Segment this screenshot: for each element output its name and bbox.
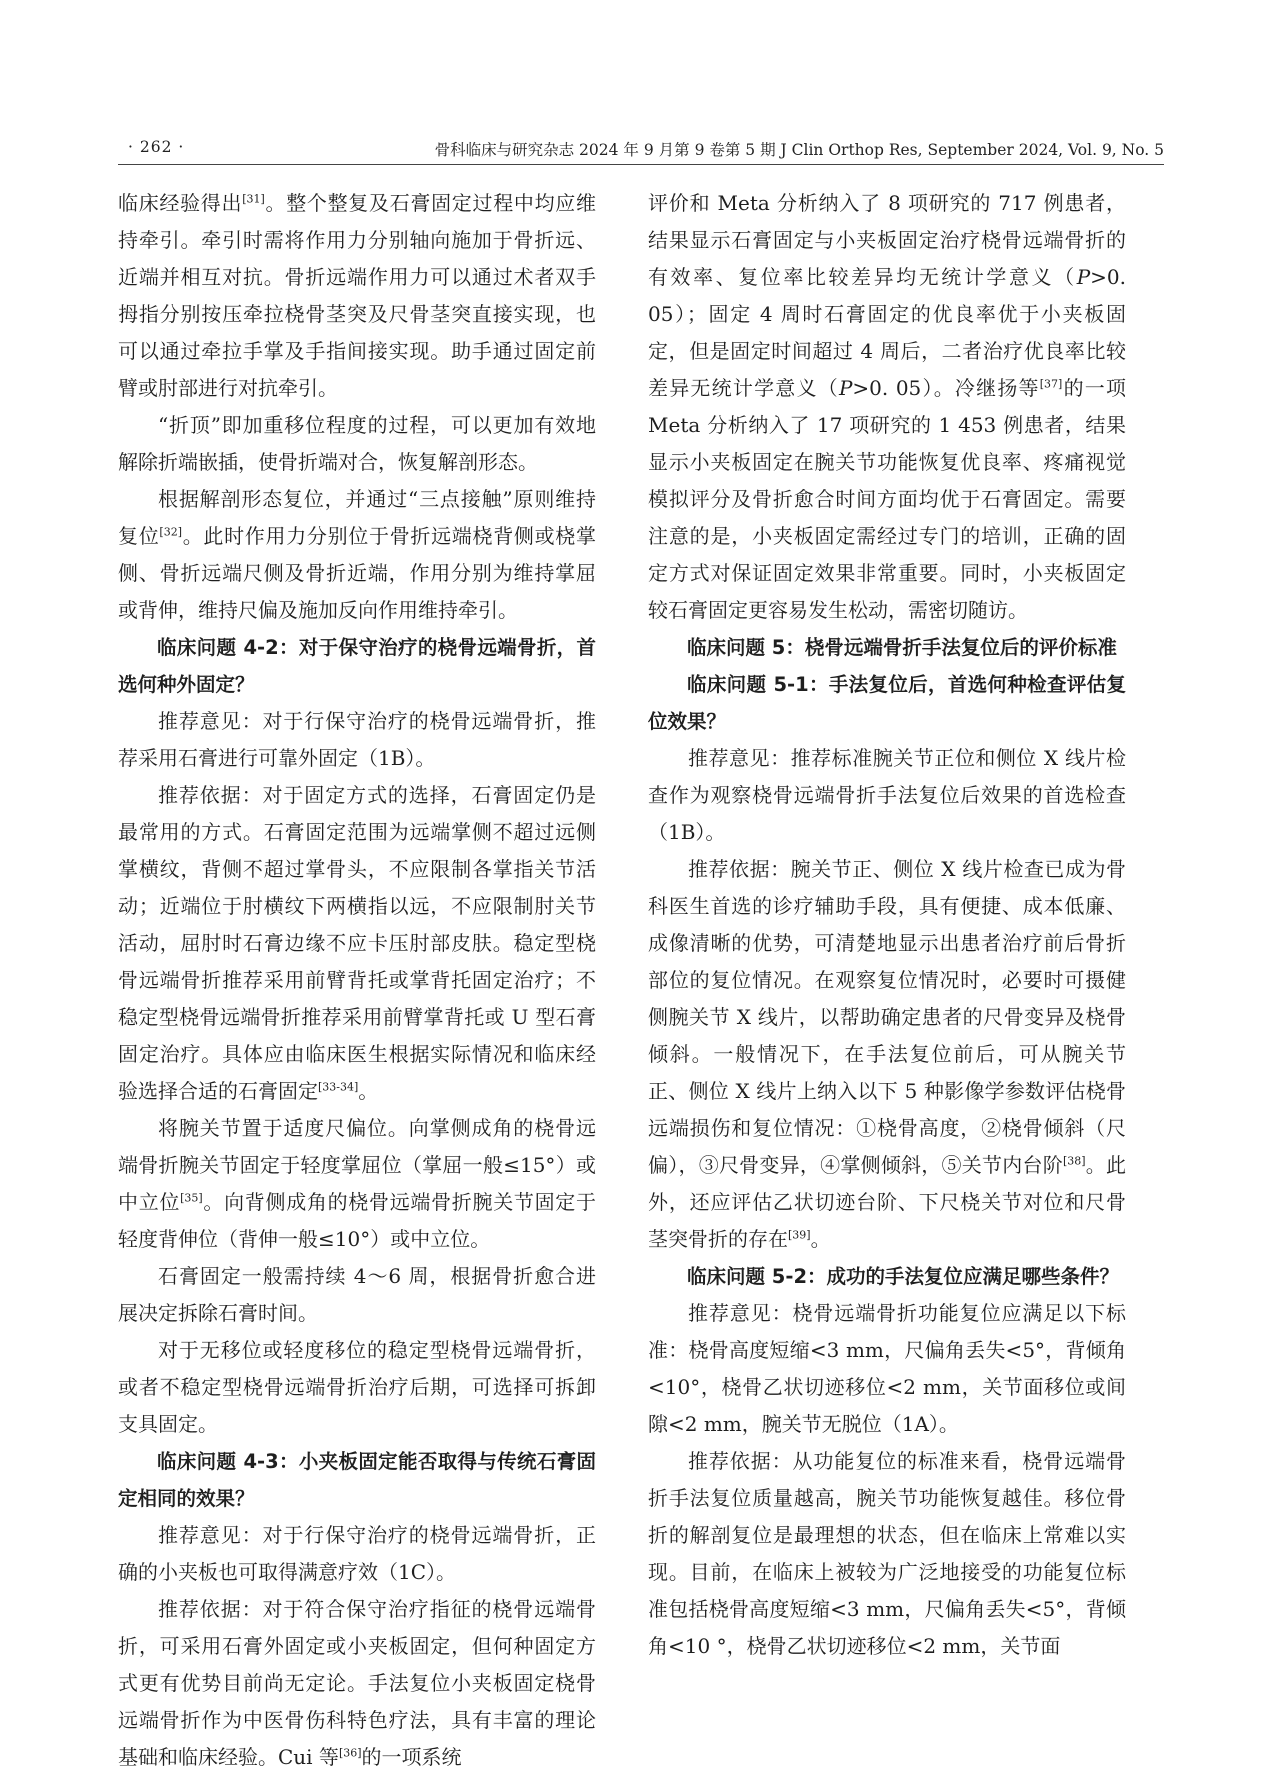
- section-heading: 临床问题 4-2：对于保守治疗的桡骨远端骨折，首选何种外固定？: [118, 636, 596, 696]
- paragraph: “折顶”即加重移位程度的过程，可以更加有效地解除折端嵌插，使骨折端对合，恢复解剖形态。: [118, 413, 596, 474]
- recommendation: 推荐意见：桡骨远端骨折功能复位应满足以下标准：桡骨高度短缩<3 mm，尺偏角丢失<5°，背倾角<10°，桡骨乙状切迹移位<2 mm，关节面移位或间隙<2 mm，腕关节无脱位（1A）。: [648, 1301, 1126, 1436]
- recommendation: 推荐意见：对于行保守治疗的桡骨远端骨折，推荐采用石膏进行可靠外固定（1B）。: [118, 709, 596, 770]
- citation-ref[interactable]: [32]: [159, 525, 182, 539]
- paragraph: 临床经验得出[31]。整个整复及石膏固定过程中均应维持牵引。牵引时需将作用力分别轴向施加于骨折远、近端并相互对抗。骨折远端作用力可以通过术者双手拇指分别按压牵拉桡骨茎突及尺骨茎突直接实现，也可以通过牵拉手掌及手指间接实现。助手通过固定前臂或肘部进行对抗牵引。: [118, 191, 597, 400]
- citation-ref[interactable]: [36]: [338, 1746, 362, 1760]
- paragraph: 对于无移位或轻度移位的稳定型桡骨远端骨折，或者不稳定型桡骨远端骨折治疗后期，可选择可拆卸支具固定。: [118, 1338, 596, 1436]
- paragraph: 根据解剖形态复位，并通过“三点接触”原则维持复位[32]。此时作用力分别位于骨折远端桡背侧或桡掌侧、骨折远端尺侧及骨折近端，作用分别为维持掌屈或背伸，维持尺偏及施加反向作用维持牵引。: [118, 487, 597, 622]
- section-heading: 临床问题 5-2：成功的手法复位应满足哪些条件？: [687, 1265, 1120, 1288]
- paragraph: 推荐依据：对于固定方式的选择，石膏固定仍是最常用的方式。石膏固定范围为远端掌侧不超过远侧掌横纹，背侧不超过掌骨头，不应限制各掌指关节活动；近端位于肘横纹下两横指以远，不应限制肘关节活动，屈肘时石膏边缘不应卡压肘部皮肤。稳定型桡骨远端骨折推荐采用前臂背托或掌背托固定治疗；不稳定型桡骨远端骨折推荐采用前臂掌背托或 U 型石膏固定治疗。具体应由临床医生根据实际情况和临床经验选择合适的石膏固定[33-34]。: [118, 783, 596, 1103]
- paragraph: 推荐依据：从功能复位的标准来看，桡骨远端骨折手法复位质量越高，腕关节功能恢复越佳。移位骨折的解剖复位是最理想的状态，但在临床上常难以实现。目前，在临床上被较为广泛地接受的功能复位标准包括桡骨高度短缩<3 mm，尺偏角丢失<5°，背倾角<10 °，桡骨乙状切迹移位<2 mm，关节面: [648, 1449, 1126, 1658]
- citation-ref[interactable]: [33-34]: [318, 1080, 359, 1094]
- citation-ref[interactable]: [38]: [1062, 1154, 1086, 1168]
- journal-citation: 骨科临床与研究杂志 2024 年 9 月第 9 卷第 5 期 J Clin Orthop Res, September 2024, Vol. 9, No. 5: [434, 141, 1164, 159]
- section-heading: 临床问题 5-1：手法复位后，首选何种检查评估复位效果？: [648, 673, 1126, 733]
- page-number: · 262 ·: [128, 138, 185, 156]
- recommendation: 推荐意见：对于行保守治疗的桡骨远端骨折，正确的小夹板也可取得满意疗效（1C）。: [118, 1523, 596, 1584]
- citation-ref[interactable]: [35]: [180, 1191, 203, 1205]
- right-column: [648, 185, 1126, 1665]
- paragraph: 石膏固定一般需持续 4～6 周，根据骨折愈合进展决定拆除石膏时间。: [118, 1264, 596, 1325]
- paragraph: 推荐依据：对于符合保守治疗指征的桡骨远端骨折，可采用石膏外固定或小夹板固定，但何种固定方式更有优势目前尚无定论。手法复位小夹板固定桡骨远端骨折作为中医骨伤科特色疗法，具有丰富的理论基础和临床经验。Cui 等[36]的一项系统: [118, 1597, 596, 1769]
- citation-ref[interactable]: [37]: [1039, 377, 1063, 391]
- citation-ref[interactable]: [39]: [788, 1228, 811, 1242]
- left-column: [118, 185, 596, 1776]
- citation-ref[interactable]: [31]: [242, 192, 265, 206]
- section-heading: 临床问题 4-3：小夹板固定能否取得与传统石膏固定相同的效果？: [118, 1450, 596, 1510]
- paragraph: 推荐依据：腕关节正、侧位 X 线片检查已成为骨科医生首选的诊疗辅助手段，具有便捷、成本低廉、成像清晰的优势，可清楚地显示出患者治疗前后骨折部位的复位情况。在观察复位情况时，必要时可摄健侧腕关节 X 线片，以帮助确定患者的尺骨变异及桡骨倾斜。一般情况下，在手法复位前后，可从腕关节正、侧位 X 线片上纳入以下 5 种影像学参数评估桡骨远端损伤和复位情况：①桡骨高度，②桡骨倾斜（尺偏），③尺骨变异，④掌侧倾斜，⑤关节内台阶[38]。此外，还应评估乙状切迹台阶、下尺桡关节对位和尺骨茎突骨折的存在[39]。: [648, 857, 1127, 1251]
- paragraph: 将腕关节置于适度尺偏位。向掌侧成角的桡骨远端骨折腕关节固定于轻度掌屈位（掌屈一般≤15°）或中立位[35]。向背侧成角的桡骨远端骨折腕关节固定于轻度背伸位（背伸一般≤10°）或中立位。: [118, 1116, 597, 1251]
- section-heading: 临床问题 5：桡骨远端骨折手法复位后的评价标准: [687, 636, 1117, 659]
- paragraph: 评价和 Meta 分析纳入了 8 项研究的 717 例患者，结果显示石膏固定与小夹板固定治疗桡骨远端骨折的有效率、复位率比较差异均无统计学意义（P>0. 05）；固定 4 周时石膏固定的优良率优于小夹板固定，但是固定时间超过 4 周后，二者治疗优良率比较差异无统计学意义（P>0. 05）。冷继扬等[37]的一项 Meta 分析纳入了 17 项研究的 1 453 例患者，结果显示小夹板固定在腕关节功能恢复优良率、疼痛视觉模拟评分及骨折愈合时间方面均优于石膏固定。需要注意的是，小夹板固定需经过专门的培训，正确的固定方式对保证固定效果非常重要。同时，小夹板固定较石膏固定更容易发生松动，需密切随访。: [648, 191, 1127, 622]
- recommendation: 推荐意见：推荐标准腕关节正位和侧位 X 线片检查作为观察桡骨远端骨折手法复位后效果的首选检查（1B）。: [648, 746, 1126, 844]
- running-header: [118, 134, 1164, 165]
